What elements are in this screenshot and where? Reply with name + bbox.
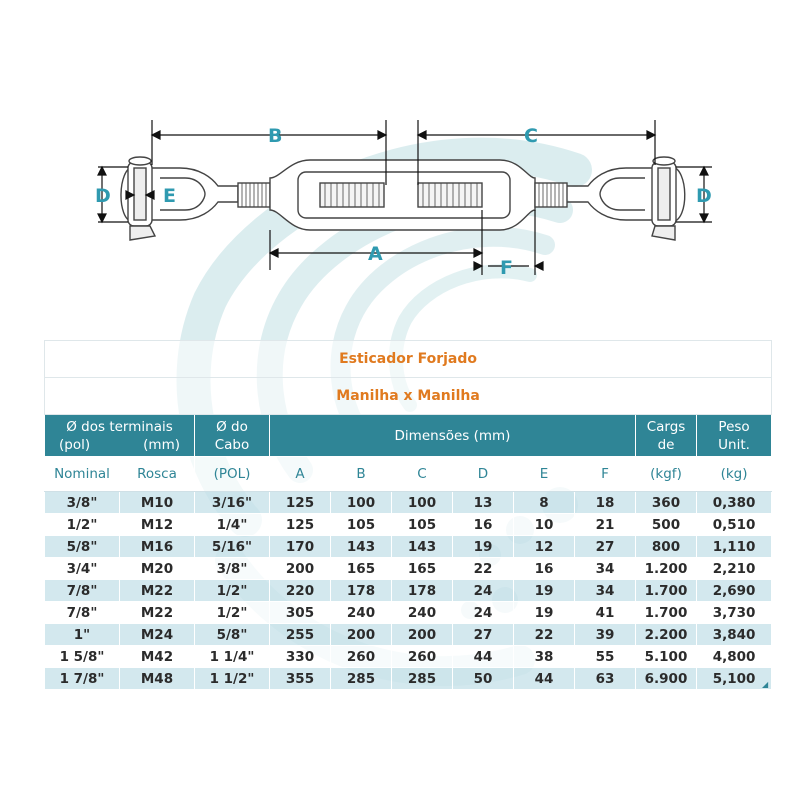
table-cell: 1/2" xyxy=(195,602,270,624)
table-cell: 13 xyxy=(453,492,514,514)
table-cell: 285 xyxy=(331,668,392,690)
table-row xyxy=(45,624,772,646)
column-header: Rosca xyxy=(120,457,195,492)
table-cell: 100 xyxy=(392,492,453,514)
dim-label-d-left: D xyxy=(95,185,111,207)
table-row xyxy=(45,580,772,602)
table-cell: 260 xyxy=(392,646,453,668)
header-weight xyxy=(697,415,772,457)
table-cell: M16 xyxy=(120,536,195,558)
table-cell: M12 xyxy=(120,514,195,536)
table-cell: 18 xyxy=(575,492,636,514)
table-cell: 21 xyxy=(575,514,636,536)
table-cell: 4,800 xyxy=(697,646,772,668)
table-cell: 200 xyxy=(392,624,453,646)
table-cell: 2,690 xyxy=(697,580,772,602)
table-cell: 6.900 xyxy=(636,668,697,690)
table-cell: 1,110 xyxy=(697,536,772,558)
dim-label-c: C xyxy=(524,125,538,147)
table-title: Esticador Forjado xyxy=(45,341,772,378)
header-weight-line1: Peso xyxy=(718,418,750,435)
table-row xyxy=(45,646,772,668)
table-cell: 305 xyxy=(270,602,331,624)
table-cell: 10 xyxy=(514,514,575,536)
table-cell: 1.700 xyxy=(636,602,697,624)
table-cell: 19 xyxy=(514,602,575,624)
table-cell: 5,100 xyxy=(697,668,772,690)
dim-label-a: A xyxy=(368,243,383,265)
table-cell: 22 xyxy=(453,558,514,580)
table-cell: 19 xyxy=(453,536,514,558)
column-header: (POL) xyxy=(195,457,270,492)
table-cell: 105 xyxy=(392,514,453,536)
header-cable-line1: Ø do xyxy=(216,418,248,435)
table-cell: 3/8" xyxy=(195,558,270,580)
column-header: Nominal xyxy=(45,457,120,492)
table-cell: 200 xyxy=(270,558,331,580)
table-cell: 260 xyxy=(331,646,392,668)
column-header: D xyxy=(453,457,514,492)
table-body xyxy=(45,492,772,690)
table-row xyxy=(45,602,772,624)
table-cell: 330 xyxy=(270,646,331,668)
table-cell: 143 xyxy=(392,536,453,558)
spec-table xyxy=(44,340,772,690)
table-cell: 1 5/8" xyxy=(45,646,120,668)
table-cell: 22 xyxy=(514,624,575,646)
table-cell: 50 xyxy=(453,668,514,690)
dim-label-f: F xyxy=(500,257,513,279)
table-cell: M48 xyxy=(120,668,195,690)
table-cell: 500 xyxy=(636,514,697,536)
table-cell: M20 xyxy=(120,558,195,580)
table-cell: 38 xyxy=(514,646,575,668)
table-cell: 2.200 xyxy=(636,624,697,646)
header-terminals-title: Ø dos terminais xyxy=(66,418,173,435)
table-cell: 1 1/4" xyxy=(195,646,270,668)
table-cell: 5/8" xyxy=(195,624,270,646)
table-cell: 355 xyxy=(270,668,331,690)
left-thread-lines xyxy=(242,183,266,207)
table-row xyxy=(45,668,772,690)
table-cell: M22 xyxy=(120,602,195,624)
table-cell: 7/8" xyxy=(45,580,120,602)
table-cell: 27 xyxy=(453,624,514,646)
table-cell: 16 xyxy=(514,558,575,580)
header-terminals-pol: (pol) xyxy=(59,436,91,453)
table-cell: 170 xyxy=(270,536,331,558)
table-cell: 255 xyxy=(270,624,331,646)
column-header: (kg) xyxy=(697,457,772,492)
table-cell: 1/4" xyxy=(195,514,270,536)
table-cell: 165 xyxy=(331,558,392,580)
table-cell: 143 xyxy=(331,536,392,558)
table-cell: 240 xyxy=(331,602,392,624)
table-cell: 7/8" xyxy=(45,602,120,624)
table-cell: 220 xyxy=(270,580,331,602)
table-cell: 125 xyxy=(270,514,331,536)
column-header: B xyxy=(331,457,392,492)
column-header: F xyxy=(575,457,636,492)
table-cell: M22 xyxy=(120,580,195,602)
table-cell: 55 xyxy=(575,646,636,668)
header-cable xyxy=(195,415,270,457)
table-cell: 16 xyxy=(453,514,514,536)
table-cell: 5/16" xyxy=(195,536,270,558)
table-row xyxy=(45,514,772,536)
table-cell: 105 xyxy=(331,514,392,536)
table-cell: 178 xyxy=(392,580,453,602)
table-cell: 200 xyxy=(331,624,392,646)
table-cell: 165 xyxy=(392,558,453,580)
table-cell: 1.200 xyxy=(636,558,697,580)
header-load-line2: de xyxy=(657,436,675,453)
table-cell: 24 xyxy=(453,602,514,624)
table-cell: 240 xyxy=(392,602,453,624)
table-cell: 360 xyxy=(636,492,697,514)
table-cell: 3,840 xyxy=(697,624,772,646)
table-cell: 19 xyxy=(514,580,575,602)
header-weight-line2: Unit. xyxy=(718,436,750,453)
table-cell: 178 xyxy=(331,580,392,602)
table-corner-mark: ◢ xyxy=(762,680,769,689)
header-cable-line2: Cabo xyxy=(214,436,250,453)
table-cell: 1 1/2" xyxy=(195,668,270,690)
column-header: A xyxy=(270,457,331,492)
table-cell: 1.700 xyxy=(636,580,697,602)
header-row-2 xyxy=(45,457,772,492)
dim-label-e: E xyxy=(163,185,176,207)
header-terminals xyxy=(45,415,195,457)
table-cell: 44 xyxy=(514,668,575,690)
table-cell: M42 xyxy=(120,646,195,668)
table-cell: 5/8" xyxy=(45,536,120,558)
table-cell: 125 xyxy=(270,492,331,514)
table-cell: 2,210 xyxy=(697,558,772,580)
dim-label-d-right: D xyxy=(696,185,712,207)
table-cell: 3/16" xyxy=(195,492,270,514)
table-cell: 1/2" xyxy=(45,514,120,536)
table-cell: 3,730 xyxy=(697,602,772,624)
table-cell: 12 xyxy=(514,536,575,558)
table-cell: M24 xyxy=(120,624,195,646)
table-cell: 5.100 xyxy=(636,646,697,668)
table-cell: 34 xyxy=(575,580,636,602)
table-cell: 1/2" xyxy=(195,580,270,602)
table-cell: 0,510 xyxy=(697,514,772,536)
table-row xyxy=(45,536,772,558)
table-cell: 39 xyxy=(575,624,636,646)
dim-label-b: B xyxy=(268,125,283,147)
table-cell: 44 xyxy=(453,646,514,668)
column-header: (kgf) xyxy=(636,457,697,492)
table-cell: 1" xyxy=(45,624,120,646)
table-cell: 8 xyxy=(514,492,575,514)
header-row-1 xyxy=(45,415,772,457)
header-terminals-mm: (mm) xyxy=(143,436,180,453)
table-cell: 63 xyxy=(575,668,636,690)
table-cell: 100 xyxy=(331,492,392,514)
table-cell: 0,380 xyxy=(697,492,772,514)
column-header: E xyxy=(514,457,575,492)
column-header: C xyxy=(392,457,453,492)
header-load xyxy=(636,415,697,457)
header-dimensions: Dimensões (mm) xyxy=(270,415,636,457)
table-row xyxy=(45,558,772,580)
turnbuckle-drawing xyxy=(121,157,685,240)
table-cell: 285 xyxy=(392,668,453,690)
table-subtitle: Manilha x Manilha xyxy=(45,378,772,415)
table-cell: M10 xyxy=(120,492,195,514)
table-cell: 800 xyxy=(636,536,697,558)
table-cell: 1 7/8" xyxy=(45,668,120,690)
table-cell: 27 xyxy=(575,536,636,558)
header-load-line1: Cargs xyxy=(646,418,686,435)
table-cell: 34 xyxy=(575,558,636,580)
table-cell: 41 xyxy=(575,602,636,624)
table-row xyxy=(45,492,772,514)
table-cell: 3/4" xyxy=(45,558,120,580)
table-cell: 24 xyxy=(453,580,514,602)
table-cell: 3/8" xyxy=(45,492,120,514)
